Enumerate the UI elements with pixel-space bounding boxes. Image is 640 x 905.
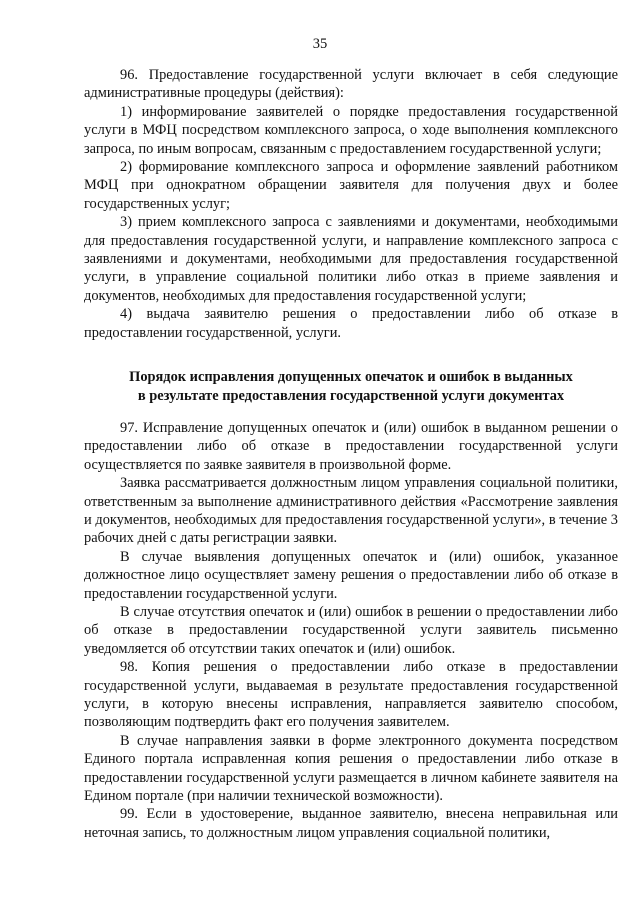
page-number: 35	[312, 36, 328, 52]
paragraph-97-no-errors: В случае отсутствия опечаток и (или) ошибок в решении о предоставлении либо об отказе в предоставлении государственной услуги заявитель письменно уведомляется об отсутствии таких опечаток и (или) ошибок.	[84, 603, 618, 657]
paragraph-99: 99. Если в удостоверение, выданное заявителю, внесена неправильная или неточная запись, то должностным лицом управления социальной политики,	[84, 806, 618, 841]
list-item-1: 1) информирование заявителей о порядке предоставления государственной услуги в МФЦ посредством комплексного запроса, о ходе выполнения комплексного запроса, по иным вопросам, связанным с предоставлением государственной услуги;	[84, 103, 618, 157]
paragraph-98: 98. Копия решения о предоставлении либо отказе в предоставлении государственной услуги, выдаваемая в результате предоставления государственной услуги, в которую внесены исправления, направляется заявителю способом, позволяющим подтвердить факт его получения заявителем.	[84, 659, 618, 731]
paragraph-96: 96. Предоставление государственной услуги включает в себя следующие административные процедуры (действия):	[84, 67, 618, 102]
paragraph-97-request: Заявка рассматривается должностным лицом управления социальной политики, ответственным за выполнение административного действия «Рассмотрение заявления и документов, необходимых для предоставления государственной услуги», в течение 3 рабочих дней с даты регистрации заявки.	[84, 475, 618, 547]
section-heading	[84, 368, 618, 405]
list-item-3: 3) прием комплексного запроса с заявлениями и документами, необходимыми для предоставления государственной услуги, и направление комплексного запроса с заявлениями и документами, необходимыми для предоставления государственной услуги, в управление социальной политики либо отказ в приеме заявления и документов, необходимых для предоставления государственной услуги;	[84, 214, 618, 304]
section-heading-line-2: в результате предоставления государственной услуги документах	[137, 387, 565, 404]
document-body	[84, 66, 618, 842]
paragraph-97: 97. Исправление допущенных опечаток и (или) ошибок в выданном решении о предоставлении либо об отказе в предоставлении государственной услуги осуществляется по заявке заявителя в произвольной форме.	[84, 419, 618, 473]
list-item-2: 2) формирование комплексного запроса и оформление заявлений работником МФЦ при однократном обращении заявителя для получения двух и более государственных услуг;	[84, 159, 618, 212]
section-heading-line-1: Порядок исправления допущенных опечаток и ошибок в выданных	[129, 369, 573, 386]
list-item-4: 4) выдача заявителю решения о предоставлении либо об отказе в предоставлении государственной, услуги.	[84, 306, 618, 341]
paragraph-98-electronic: В случае направления заявки в форме электронного документа посредством Единого портала исправленная копия решения о предоставлении либо отказе в предоставлении государственной услуги размещается в личном кабинете заявителя на Едином портале (при наличии технической возможности).	[84, 732, 618, 805]
paragraph-97-errors-found: В случае выявления допущенных опечаток и (или) ошибок, указанное должностное лицо осуществляет замену решения о предоставлении либо об отказе в предоставлении государственной услуги.	[84, 548, 618, 602]
